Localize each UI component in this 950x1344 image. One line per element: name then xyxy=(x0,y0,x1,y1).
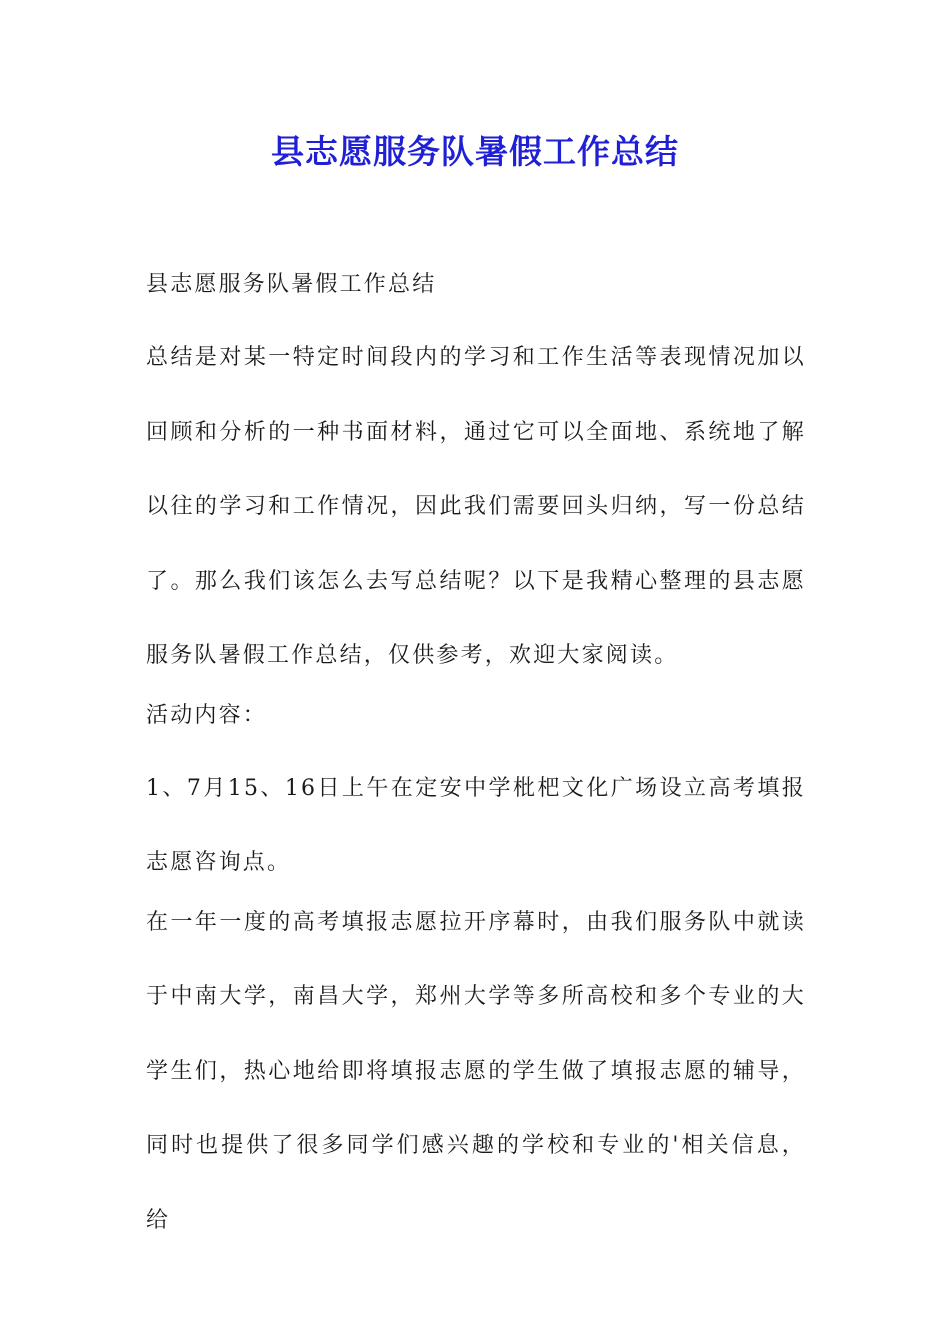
activity-description: 在一年一度的高考填报志愿拉开序幕时，由我们服务队中就读于中南大学，南昌大学，郑州大学等多所高校和多个专业的大学生们，热心地给即将填报志愿的学生做了填报志愿的辅导，同时也提供了很多同学们感兴趣的学校和专业的'相关信息，给 xyxy=(146,909,806,1233)
activity-heading: 活动内容： xyxy=(146,702,268,728)
document-title: 县志愿服务队暑假工作总结 xyxy=(271,132,679,171)
intro-paragraph: 总结是对某一特定时间段内的学习和工作生活等表现情况加以回顾和分析的一种书面材料，通过它可以全面地、系统地了解以往的学习和工作情况，因此我们需要回头归纳，写一份总结了。那么我们该怎么去写总结呢？以下是我精心整理的县志愿服务队暑假工作总结，仅供参考，欢迎大家阅读。 xyxy=(146,345,806,668)
subtitle-paragraph: 县志愿服务队暑假工作总结 xyxy=(146,272,437,297)
document-body xyxy=(146,262,806,1257)
activity-item-1: 1、7月15、16日上午在定安中学枇杷文化广场设立高考填报志愿咨询点。 xyxy=(146,775,806,875)
